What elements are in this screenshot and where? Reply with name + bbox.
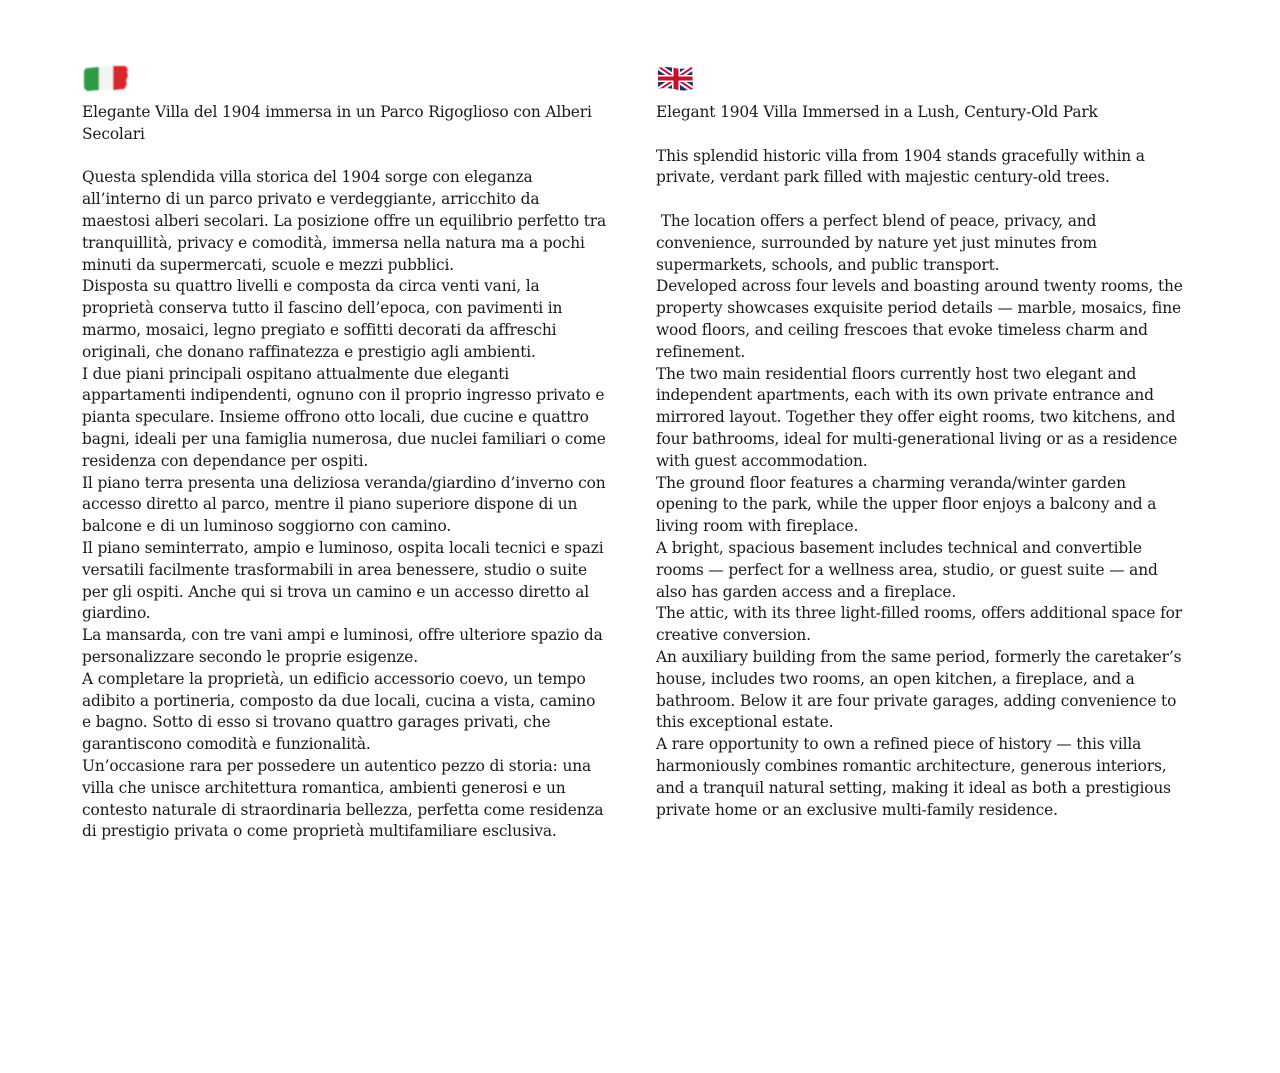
english-paragraph: An auxiliary building from the same period, formerly the caretaker’s house, includes two rooms, an open kitchen, a fireplace, and a bathroom. Below it are four private garages, adding convenience to this exceptional estate. <box>656 647 1182 732</box>
italian-paragraph: Un’occasione rara per possedere un autentico pezzo di storia: una villa che unisce architettura romantica, ambienti generosi e un contesto naturale di straordinaria bellezza, perfetta come residenza di prestigio privata o come proprietà multifamiliare esclusiva. <box>82 756 604 841</box>
english-title: Elegant 1904 Villa Immersed in a Lush, Century-Old Park <box>656 103 1098 121</box>
english-paragraph: Developed across four levels and boasting around twenty rooms, the property showcases exquisite period details — marble, mosaics, fine wood floors, and ceiling frescoes that evoke timeless charm and refinement. <box>656 277 1183 361</box>
italy-flag-icon <box>82 62 607 94</box>
uk-flag-icon <box>656 62 1186 94</box>
english-paragraph: A bright, spacious basement includes technical and convertible rooms — perfect for a wellness area, studio, or guest suite — and also has garden access and a fireplace. <box>656 538 1158 601</box>
italian-paragraph: La mansarda, con tre vani ampi e luminosi, offre ulteriore spazio da personalizzare secondo le proprie esigenze. <box>82 626 603 666</box>
italian-paragraph: Questa splendida villa storica del 1904 sorge con eleganza all’interno di un parco privato e verdeggiante, arricchito da maestosi alberi secolari. La posizione offre un equilibrio perfetto tra tranquillità, privacy e comodità, immersa nella natura ma a pochi minuti da supermercati, scuole e mezzi pubblici. <box>82 168 607 274</box>
english-paragraph: The ground floor features a charming veranda/winter garden opening to the park, while the upper floor enjoys a balcony and a living room with fireplace. <box>656 473 1157 536</box>
english-paragraph: The two main residential floors currently host two elegant and independent apartments, each with its own private entrance and mirrored layout. Together they offer eight rooms, two kitchens, and four bathrooms, ideal for multi-generational living or as a residence with guest accommodation. <box>656 364 1178 470</box>
italian-paragraph: Il piano seminterrato, ampio e luminoso, ospita locali tecnici e spazi versatili facilmente trasformabili in area benessere, studio o suite per gli ospiti. Anche qui si trova un camino e un accesso diretto al giardino. <box>82 538 604 623</box>
english-paragraph: The attic, with its three light-filled rooms, offers additional space for creative conversion. <box>656 604 1182 645</box>
english-intro: This splendid historic villa from 1904 stands gracefully within a private, verdant park filled with majestic century-old trees. <box>656 146 1145 187</box>
italian-title: Elegante Villa del 1904 immersa in un Parco Rigoglioso con Alberi Secolari <box>82 103 592 143</box>
italian-paragraph: I due piani principali ospitano attualmente due eleganti appartamenti indipendenti, ognuno con il proprio ingresso privato e pianta speculare. Insieme offrono otto locali, due cucine e quattro bagni, ideali per una famiglia numerosa, due nuclei familiari o come residenza con dependance per ospiti. <box>82 364 606 470</box>
english-paragraph: The location offers a perfect blend of peace, privacy, and convenience, surrounded by nature yet just minutes from supermarkets, schools, and public transport. <box>656 211 1097 274</box>
italian-paragraph: Il piano terra presenta una deliziosa veranda/giardino d’inverno con accesso diretto al parco, mentre il piano superiore dispone di un balcone e di un luminoso soggiorno con camino. <box>82 473 606 536</box>
italian-column <box>82 62 607 843</box>
english-column <box>656 62 1186 821</box>
english-paragraph: A rare opportunity to own a refined piece of history — this villa harmoniously combines romantic architecture, generous interiors, and a tranquil natural setting, making it ideal as both a prestigious private home or an exclusive multi-family residence. <box>656 735 1171 819</box>
italian-paragraph: Disposta su quattro livelli e composta da circa venti vani, la proprietà conserva tutto il fascino dell’epoca, con pavimenti in marmo, mosaici, legno pregiato e soffitti decorati da affreschi originali, che donano raffinatezza e prestigio agli ambienti. <box>82 277 563 361</box>
italian-paragraph: A completare la proprietà, un edificio accessorio coevo, un tempo adibito a portineria, composto da due locali, cucina a vista, camino e bagno. Sotto di esso si trovano quattro garages privati, che garantiscono comodità e funzionalità. <box>82 669 596 754</box>
